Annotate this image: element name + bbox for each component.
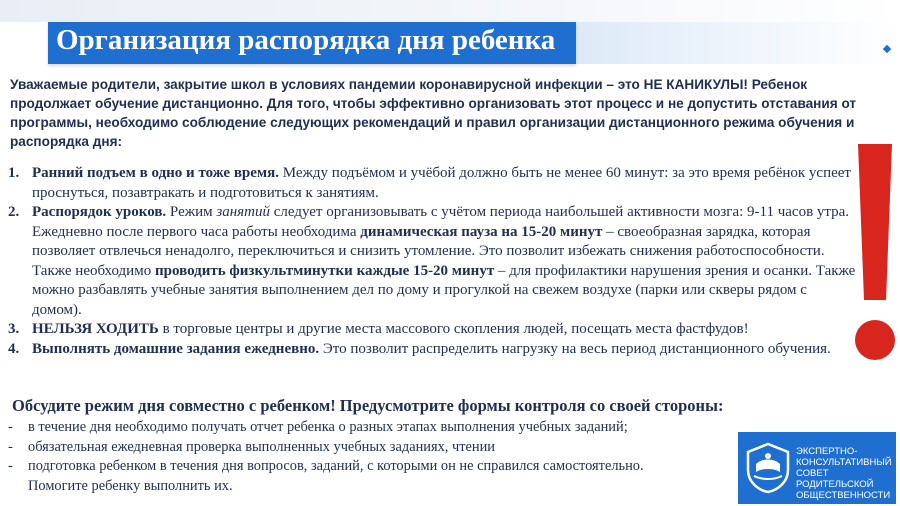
item-number: 2. bbox=[8, 204, 20, 220]
item-text: – своеобразная зарядка, которая позволяет отвлечься ненадолго, переключиться и снизить утомление. Это позволит избежать снижения работоспособности. Также необходимо bbox=[32, 223, 825, 279]
bullet-item bbox=[8, 418, 738, 438]
list-item bbox=[8, 203, 860, 320]
control-list bbox=[8, 418, 738, 496]
item-number: 4. bbox=[8, 340, 20, 357]
bullet-text: подготовка ребенком в течения дня вопросов, заданий, с которыми он не справился самостоятельно. bbox=[28, 458, 644, 474]
bullet-dash: - bbox=[8, 419, 13, 435]
intro-paragraph: Уважаемые родители, закрытие школ в условиях пандемии коронавирусной инфекции – это НЕ КАНИКУЛЫ! Ребенок продолжает обучение дистанционно. Для того, чтобы эффективно организовать этот процесс и не допустить отставания от программы, необходимо соблюдение следующих рекомендаций и правил организации дистанционного режима обучения и распорядка дня: bbox=[10, 77, 857, 149]
council-name-line: СОВЕТ bbox=[796, 468, 829, 479]
item-text: в торговые центры и другие места массового скопления людей, посещать места фастфудов! bbox=[158, 321, 749, 337]
bullet-dash: - bbox=[8, 438, 13, 455]
item-heading: Выполнять домашние задания ежедневно. bbox=[32, 340, 320, 357]
bullet-item bbox=[8, 457, 738, 477]
council-emblem-icon bbox=[744, 442, 792, 494]
council-name-line: РОДИТЕЛЬСКОЙ bbox=[796, 479, 874, 490]
bullet-dash: - bbox=[8, 458, 13, 474]
council-name-line: КОНСУЛЬТАТИВНЫЙ bbox=[796, 457, 892, 468]
bullet-item bbox=[8, 477, 738, 497]
item-italic: занятий bbox=[216, 204, 270, 220]
bullet-text: в течение дня необходимо получать отчет ребенка о разных этапах выполнения учебных заданий; bbox=[28, 419, 628, 435]
bullet-text: обязательная ежедневная проверка выполненных учебных заданиях, чтении bbox=[28, 438, 496, 455]
discuss-heading: Обсудите режим дня совместно с ребенком! Предусмотрите формы контроля со своей стороны: bbox=[12, 396, 724, 415]
exclamation-mark-icon bbox=[850, 140, 900, 370]
council-name bbox=[796, 446, 896, 501]
item-text: Это позволит распределить нагрузку на весь период дистанционного обучения. bbox=[319, 340, 831, 357]
item-number: 1. bbox=[8, 165, 20, 181]
item-emphasis: динамическая пауза на 15-20 минут bbox=[360, 223, 603, 240]
item-text: Режим bbox=[166, 204, 217, 220]
item-heading: Распорядок уроков. bbox=[32, 204, 167, 220]
title-banner-fade bbox=[576, 22, 896, 64]
list-item bbox=[8, 320, 860, 340]
list-item bbox=[8, 164, 860, 203]
item-heading: НЕЛЬЗЯ ХОДИТЬ bbox=[32, 321, 159, 337]
item-heading: Ранний подъем в одно и тоже время. bbox=[32, 165, 280, 181]
recommendations-list bbox=[8, 164, 860, 359]
item-number: 3. bbox=[8, 321, 20, 337]
item-text: следует организовывать с учётом периода наибольшей активности мозга: 9-11 часов утра. Ежедневно после первого часа работы необходима bbox=[32, 204, 850, 240]
item-text: – для профилактики нарушения зрения и осанки. Также можно разбавлять учебные занятия выполнением дел по дому и прогулкой на свежем воздухе (парки или скверы рядом с домом). bbox=[32, 262, 856, 318]
title-banner bbox=[48, 22, 576, 64]
bullet-item bbox=[8, 438, 738, 458]
page-title: Организация распорядка дня ребенка bbox=[56, 24, 556, 56]
bullet-text: Помогите ребенку выполнить их. bbox=[28, 477, 233, 494]
council-name-line: ОБЩЕСТВЕННОСТИ bbox=[796, 490, 891, 501]
list-item bbox=[8, 340, 860, 360]
item-text: Между подъёмом и учёбой должно быть не менее 60 минут: за это время ребёнок успеет проснуться, позавтракать и подготовиться к занятиям. bbox=[32, 165, 851, 201]
top-decor-strip bbox=[0, 0, 900, 22]
item-emphasis: проводить физкультминутки каждые 15-20 минут bbox=[154, 262, 495, 279]
council-logo bbox=[738, 432, 896, 504]
council-name-line: ЭКСПЕРТНО- bbox=[796, 446, 858, 457]
